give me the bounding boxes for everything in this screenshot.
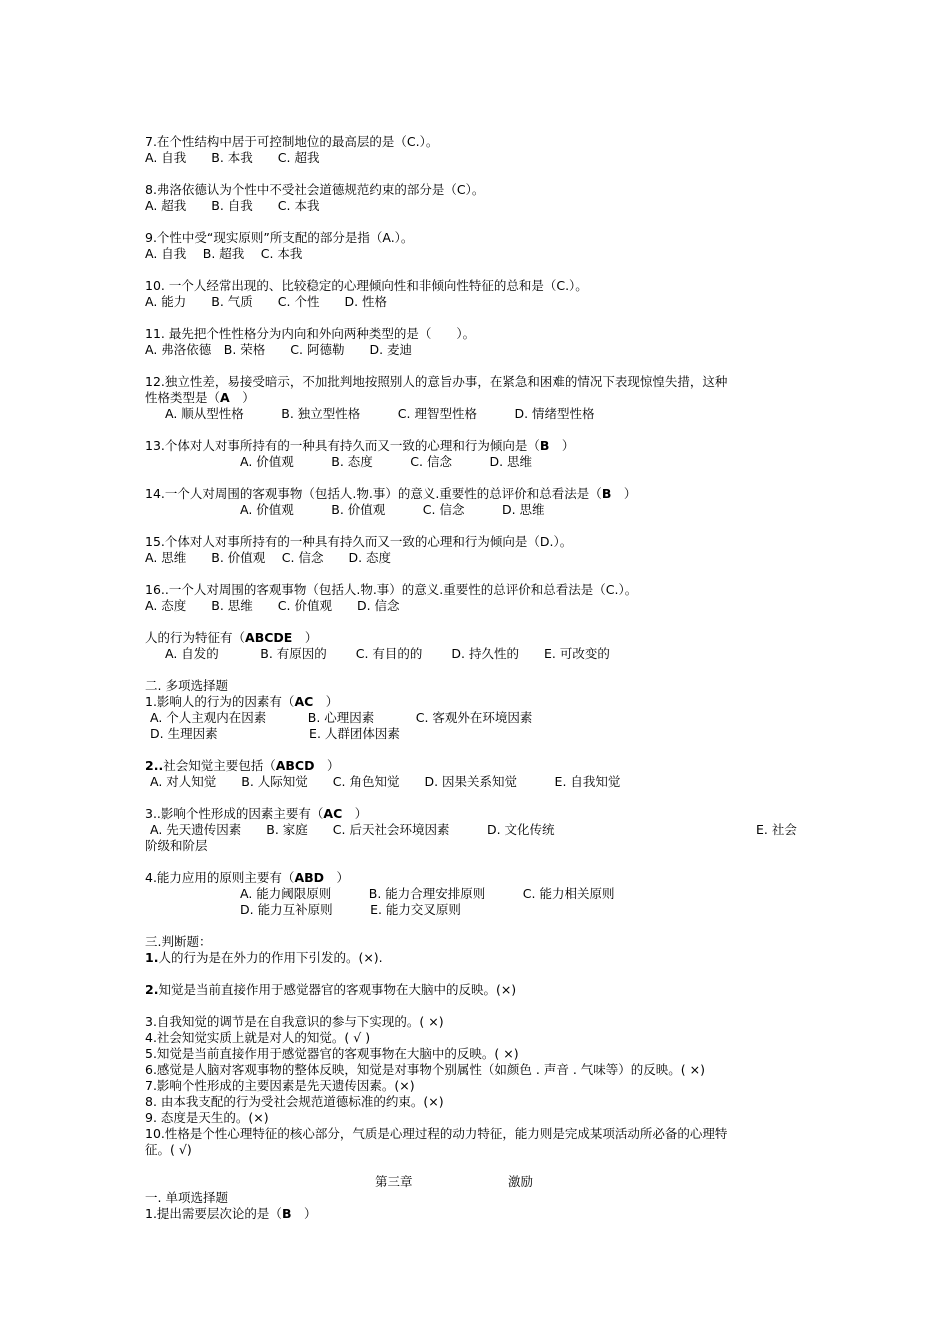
multi-question-4-text: 4.能力应用的原则主要有（ — [145, 870, 295, 885]
behavior-answer: ABCDE — [245, 630, 293, 645]
question-11-options: A. 弗洛依德 B. 荣格 C. 阿德勒 D. 麦迪 — [145, 342, 413, 357]
multi-question-4-options-a: A. 能力阈限原则 B. 能力合理安排原则 C. 能力相关原则 — [240, 886, 615, 901]
chapter3-question-1 — [145, 1206, 316, 1222]
judge-item-7: 7.影响个性形成的主要因素是先天遗传因素。(×) — [145, 1078, 415, 1093]
behavior-options: A. 自发的 B. 有原因的 C. 有目的的 D. 持久性的 E. 可改变的 — [165, 646, 610, 661]
behavior-close: ） — [292, 630, 318, 645]
judge-item-5: 5.知觉是当前直接作用于感觉器官的客观事物在大脑中的反映。( ×) — [145, 1046, 519, 1061]
behavior-question — [145, 630, 317, 646]
question-14-options: A. 价值观 B. 价值观 C. 信念 D. 思维 — [240, 502, 545, 517]
multi-question-3-close: ） — [342, 806, 368, 821]
judge-item-4: 4.社会知觉实质上就是对人的知觉。( √ ) — [145, 1030, 371, 1045]
judge-item-1 — [145, 950, 383, 966]
multi-question-2 — [145, 758, 340, 774]
multi-question-1-options-b: D. 生理因素 E. 人群团体因素 — [150, 726, 400, 741]
judge-item-6: 6.感觉是人脑对客观事物的整体反映，知觉是对事物个别属性（如颜色 . 声音 . 气味等）的反映。( ×) — [145, 1062, 705, 1077]
behavior-text: 人的行为特征有（ — [145, 630, 246, 645]
question-13-options: A. 价值观 B. 态度 C. 信念 D. 思维 — [240, 454, 533, 469]
question-12-options: A. 顺从型性格 B. 独立型性格 C. 理智型性格 D. 情绪型性格 — [165, 406, 595, 421]
question-9-options: A. 自我 B. 超我 C. 本我 — [145, 246, 303, 261]
multi-choice-heading: 二. 多项选择题 — [145, 678, 228, 693]
question-15: 15.个体对人对事所持有的一种具有持久而又一致的心理和行为倾向是（D.）。 — [145, 534, 573, 549]
judge-item-10-line-2: 征。( √) — [145, 1142, 192, 1157]
judge-item-1-text: 人的行为是在外力的作用下引发的。(×). — [158, 950, 383, 965]
question-14-text: 14.一个人对周围的客观事物（包括人.物.事）的意义.重要性的总评价和总看法是（ — [145, 486, 602, 501]
question-13 — [145, 438, 574, 454]
multi-question-3-answer: AC — [323, 806, 343, 821]
question-13-close: ） — [549, 438, 575, 453]
question-12-answer: A — [220, 390, 230, 405]
question-12-line-1: 12.独立性差，易接受暗示，不加批判地按照别人的意旨办事，在紧急和困难的情况下表现惊惶失措，这种 — [145, 374, 728, 389]
question-12-line-2 — [145, 390, 255, 406]
question-13-answer: B — [539, 438, 550, 453]
multi-question-2-options: A. 对人知觉 B. 人际知觉 C. 角色知觉 D. 因果关系知觉 E. 自我知觉 — [150, 774, 621, 789]
multi-question-3-options-b: 阶级和阶层 — [145, 838, 208, 853]
multi-question-3-options-a: A. 先天遗传因素 B. 家庭 C. 后天社会环境因素 D. 文化传统 — [150, 822, 555, 837]
multi-question-3 — [145, 806, 367, 822]
question-12-text: 性格类型是（ — [145, 390, 221, 405]
chapter-label: 第三章 — [375, 1174, 413, 1189]
multi-question-1-close: ） — [313, 694, 339, 709]
multi-question-4-answer: ABD — [294, 870, 325, 885]
question-13-text: 13.个体对人对事所持有的一种具有持久而又一致的心理和行为倾向是（ — [145, 438, 540, 453]
chapter3-question-1-close: ） — [291, 1206, 317, 1221]
question-16-options: A. 态度 B. 思维 C. 价值观 D. 信念 — [145, 598, 400, 613]
question-9: 9.个性中受“现实原则”所支配的部分是指（A.）。 — [145, 230, 414, 245]
multi-question-3-text: 3..影响个性形成的因素主要有（ — [145, 806, 324, 821]
question-15-options: A. 思维 B. 价值观 C. 信念 D. 态度 — [145, 550, 392, 565]
judge-item-1-number: 1. — [145, 950, 159, 965]
multi-question-2-number: 2.. — [145, 758, 164, 773]
multi-question-1 — [145, 694, 338, 710]
multi-question-4-options-b: D. 能力互补原则 E. 能力交叉原则 — [240, 902, 461, 917]
question-10: 10. 一个人经常出现的、比较稳定的心理倾向性和非倾向性特征的总和是（C.）。 — [145, 278, 588, 293]
chapter3-question-1-answer: B — [281, 1206, 292, 1221]
chapter3-question-1-text: 1.提出需要层次论的是（ — [145, 1206, 282, 1221]
question-8-options: A. 超我 B. 自我 C. 本我 — [145, 198, 320, 213]
judge-item-2-number: 2. — [145, 982, 159, 997]
question-10-options: A. 能力 B. 气质 C. 个性 D. 性格 — [145, 294, 388, 309]
question-16: 16..一个人对周围的客观事物（包括人.物.事）的意义.重要性的总评价和总看法是（C.）。 — [145, 582, 638, 597]
judge-heading: 三.判断题： — [145, 934, 212, 949]
chapter-title: 激励 — [508, 1174, 534, 1189]
question-8: 8.弗洛依德认为个性中不受社会道德规范约束的部分是（C）。 — [145, 182, 485, 197]
judge-item-2 — [145, 982, 516, 998]
judge-item-3: 3.自我知觉的调节是在自我意识的参与下实现的。( ×) — [145, 1014, 444, 1029]
question-7-options: A. 自我 B. 本我 C. 超我 — [145, 150, 320, 165]
question-14 — [145, 486, 636, 502]
multi-question-4-close: ） — [324, 870, 350, 885]
multi-question-4 — [145, 870, 349, 886]
multi-question-1-options-a: A. 个人主观内在因素 B. 心理因素 C. 客观外在环境因素 — [150, 710, 533, 725]
question-7: 7.在个性结构中居于可控制地位的最高层的是（C.）。 — [145, 134, 439, 149]
question-14-close: ） — [611, 486, 637, 501]
question-14-answer: B — [601, 486, 612, 501]
judge-item-2-text: 知觉是当前直接作用于感觉器官的客观事物在大脑中的反映。(×) — [158, 982, 517, 997]
multi-question-1-text: 1.影响人的行为的因素有（ — [145, 694, 295, 709]
judge-item-10-line-1: 10.性格是个性心理特征的核心部分，气质是心理过程的动力特征，能力则是完成某项活动所必备的心理特 — [145, 1126, 728, 1141]
question-12-close: ） — [229, 390, 255, 405]
multi-question-2-close: ） — [314, 758, 340, 773]
multi-question-3-option-e: E. 社会 — [756, 822, 797, 837]
judge-item-8: 8. 由本我支配的行为受社会规范道德标准的约束。(×) — [145, 1094, 444, 1109]
judge-item-9: 9. 态度是天生的。(×) — [145, 1110, 269, 1125]
single-choice-heading: 一. 单项选择题 — [145, 1190, 228, 1205]
multi-question-2-answer: ABCD — [275, 758, 315, 773]
multi-question-1-answer: AC — [294, 694, 314, 709]
question-11: 11. 最先把个性性格分为内向和外向两种类型的是（ ）。 — [145, 326, 476, 341]
multi-question-2-text: 社会知觉主要包括（ — [163, 758, 276, 773]
